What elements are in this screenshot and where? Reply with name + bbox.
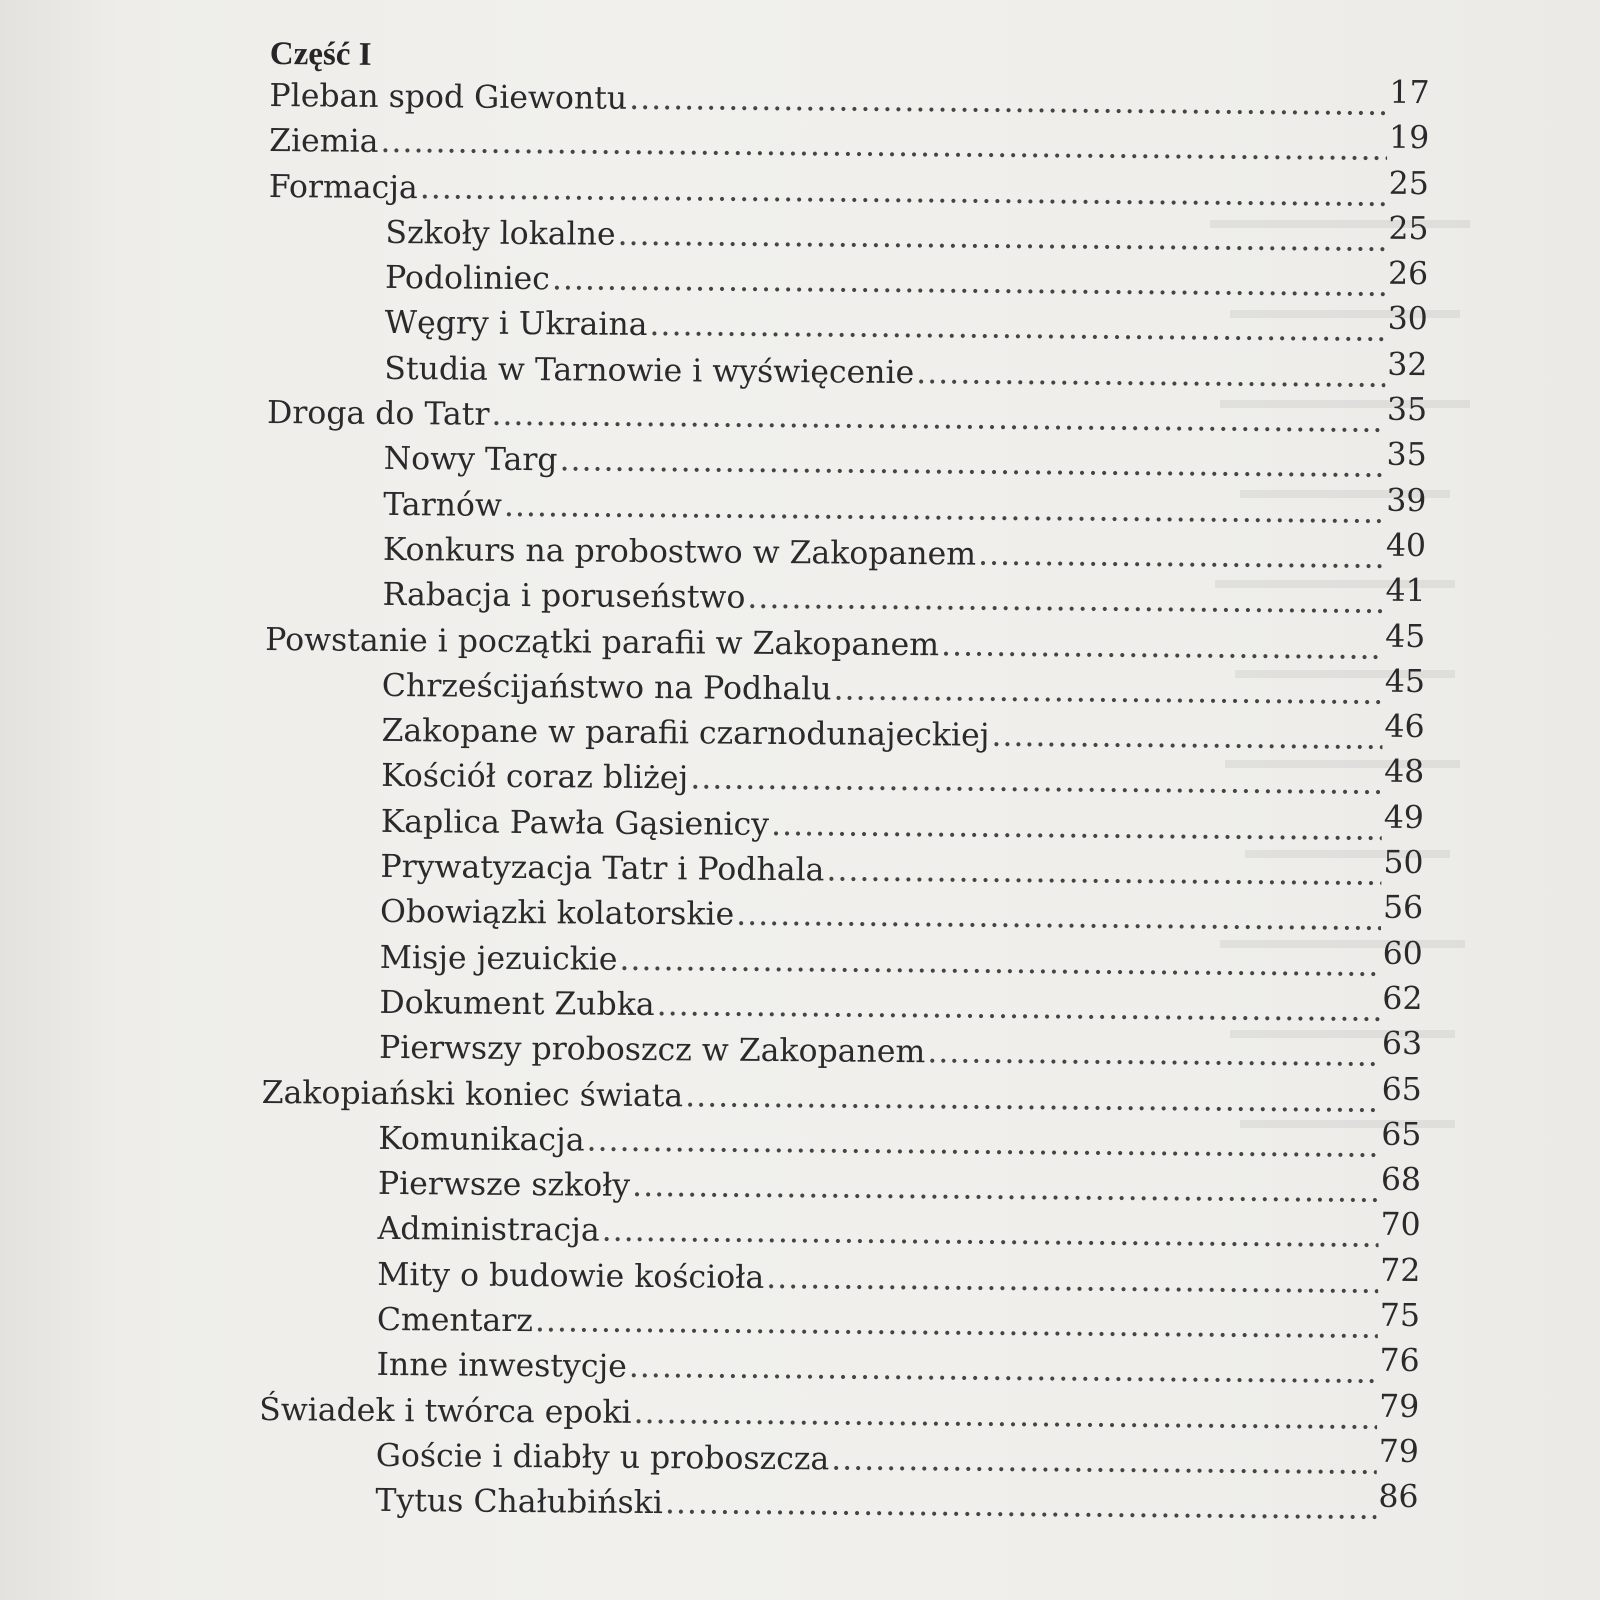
- page-number: 39: [1386, 482, 1427, 519]
- entry-title: Zakopiański koniec świata: [261, 1074, 684, 1114]
- page-number: 65: [1381, 1071, 1422, 1108]
- page-number: 86: [1378, 1478, 1419, 1516]
- dot-leader: [619, 937, 1381, 988]
- dot-leader: [833, 667, 1383, 717]
- page-number: 63: [1381, 1025, 1423, 1063]
- entry-title: Ziemia: [269, 123, 379, 161]
- page-number: 79: [1379, 1388, 1420, 1425]
- page-number: 41: [1385, 573, 1426, 610]
- dot-leader: [552, 257, 1386, 309]
- table-of-contents: [258, 34, 1430, 1533]
- page-number: 68: [1380, 1161, 1422, 1199]
- entry-title: Tytus Chałubiński: [375, 1483, 664, 1522]
- page-number: 26: [1387, 255, 1429, 293]
- toc-subentry: [258, 1478, 1418, 1532]
- dot-leader: [586, 1118, 1379, 1170]
- page-number: 65: [1381, 1116, 1422, 1153]
- page-number: 75: [1379, 1297, 1421, 1335]
- page-number: 72: [1380, 1252, 1421, 1289]
- page-number: 79: [1378, 1433, 1420, 1470]
- page-number: 49: [1383, 799, 1425, 836]
- dot-leader: [766, 1256, 1378, 1306]
- entry-title: Prywatyzacja Tatr i Podhala: [380, 848, 825, 889]
- entry-title: Mity o budowie kościoła: [377, 1256, 765, 1296]
- entry-title: Kaplica Pawła Gąsienicy: [380, 803, 770, 843]
- page-number: 70: [1380, 1207, 1421, 1244]
- entry-title: Dokument Zubka: [379, 984, 655, 1023]
- dot-leader: [380, 120, 1387, 173]
- page-number: 30: [1387, 301, 1428, 338]
- dot-leader: [629, 77, 1388, 128]
- page-number: 32: [1387, 346, 1428, 383]
- toc-entries: [258, 74, 1429, 1533]
- page-number: 17: [1389, 74, 1430, 112]
- page-number: 25: [1388, 165, 1430, 202]
- entry-title: Nowy Targ: [383, 441, 558, 479]
- entry-title: Formacja: [268, 168, 418, 206]
- dot-leader: [617, 213, 1386, 264]
- dot-leader: [826, 848, 1381, 898]
- dot-leader: [420, 166, 1387, 219]
- page-number: 35: [1386, 437, 1427, 474]
- part-title: Część I: [269, 35, 372, 73]
- dot-leader: [491, 393, 1385, 445]
- page-number: 62: [1382, 980, 1423, 1018]
- dot-leader: [941, 623, 1383, 672]
- dot-leader: [747, 576, 1383, 626]
- dot-leader: [991, 714, 1382, 762]
- dot-leader: [633, 1391, 1377, 1442]
- dot-leader: [831, 1437, 1377, 1487]
- entry-title: Węgry i Ukraina: [384, 305, 648, 344]
- dot-leader: [535, 1299, 1378, 1351]
- dot-leader: [927, 1030, 1380, 1079]
- entry-title: Konkurs na probostwo w Zakopanem: [382, 531, 977, 573]
- dot-leader: [978, 533, 1384, 581]
- entry-title: Inne inwestycje: [376, 1347, 627, 1386]
- entry-title: Świadek i twórca epoki: [259, 1391, 632, 1431]
- entry-title: Obowiązki kolatorskie: [379, 894, 735, 934]
- dot-leader: [916, 351, 1385, 400]
- dot-leader: [771, 803, 1382, 853]
- dot-leader: [690, 757, 1382, 808]
- entry-title: Komunikacja: [378, 1120, 585, 1159]
- page-number: 45: [1384, 663, 1426, 700]
- dot-leader: [559, 439, 1384, 491]
- page-number: 48: [1384, 754, 1425, 791]
- entry-title: Pierwsze szkoły: [377, 1166, 631, 1204]
- entry-title: Chrześcijaństwo na Podhalu: [381, 667, 832, 708]
- entry-title: Rabacja i poruseństwo: [382, 577, 746, 617]
- entry-title: Droga do Tatr: [266, 395, 490, 433]
- page-number: 35: [1386, 391, 1428, 429]
- page-number: 56: [1382, 890, 1424, 927]
- entry-title: Pleban spod Giewontu: [269, 77, 628, 117]
- page-number: 46: [1384, 708, 1425, 746]
- dot-leader: [736, 893, 1381, 943]
- page-number: 25: [1388, 210, 1429, 247]
- dot-leader: [632, 1164, 1379, 1215]
- entry-title: Zakopane w parafii czarnodunajeckiej: [381, 713, 990, 754]
- dot-leader: [685, 1074, 1380, 1125]
- entry-title: Misje jezuickie: [379, 939, 618, 978]
- entry-title: Goście i diabły u proboszcza: [375, 1437, 830, 1478]
- dot-leader: [665, 1481, 1377, 1532]
- entry-title: Tarnów: [383, 486, 503, 524]
- dot-leader: [656, 983, 1380, 1034]
- entry-title: Pierwszy proboszcz w Zakopanem: [378, 1030, 926, 1071]
- dot-leader: [649, 303, 1385, 354]
- entry-title: Studia w Tarnowie i wyświęcenie: [384, 350, 915, 391]
- page-number: 76: [1379, 1343, 1420, 1380]
- entry-title: Szkoły lokalne: [385, 214, 616, 253]
- dot-leader: [504, 484, 1385, 536]
- page-number: 60: [1382, 935, 1423, 972]
- page-number: 19: [1388, 120, 1430, 157]
- entry-title: Administracja: [377, 1211, 600, 1250]
- dot-leader: [602, 1209, 1379, 1260]
- entry-title: Powstanie i początki parafii w Zakopanem: [265, 621, 940, 663]
- page-number: 50: [1383, 844, 1424, 882]
- page-number: 40: [1385, 527, 1427, 565]
- dot-leader: [629, 1345, 1378, 1396]
- entry-title: Podoliniec: [384, 260, 551, 298]
- entry-title: Kościół coraz bliżej: [381, 758, 689, 797]
- entry-title: Cmentarz: [376, 1301, 534, 1340]
- page-number: 45: [1385, 618, 1426, 655]
